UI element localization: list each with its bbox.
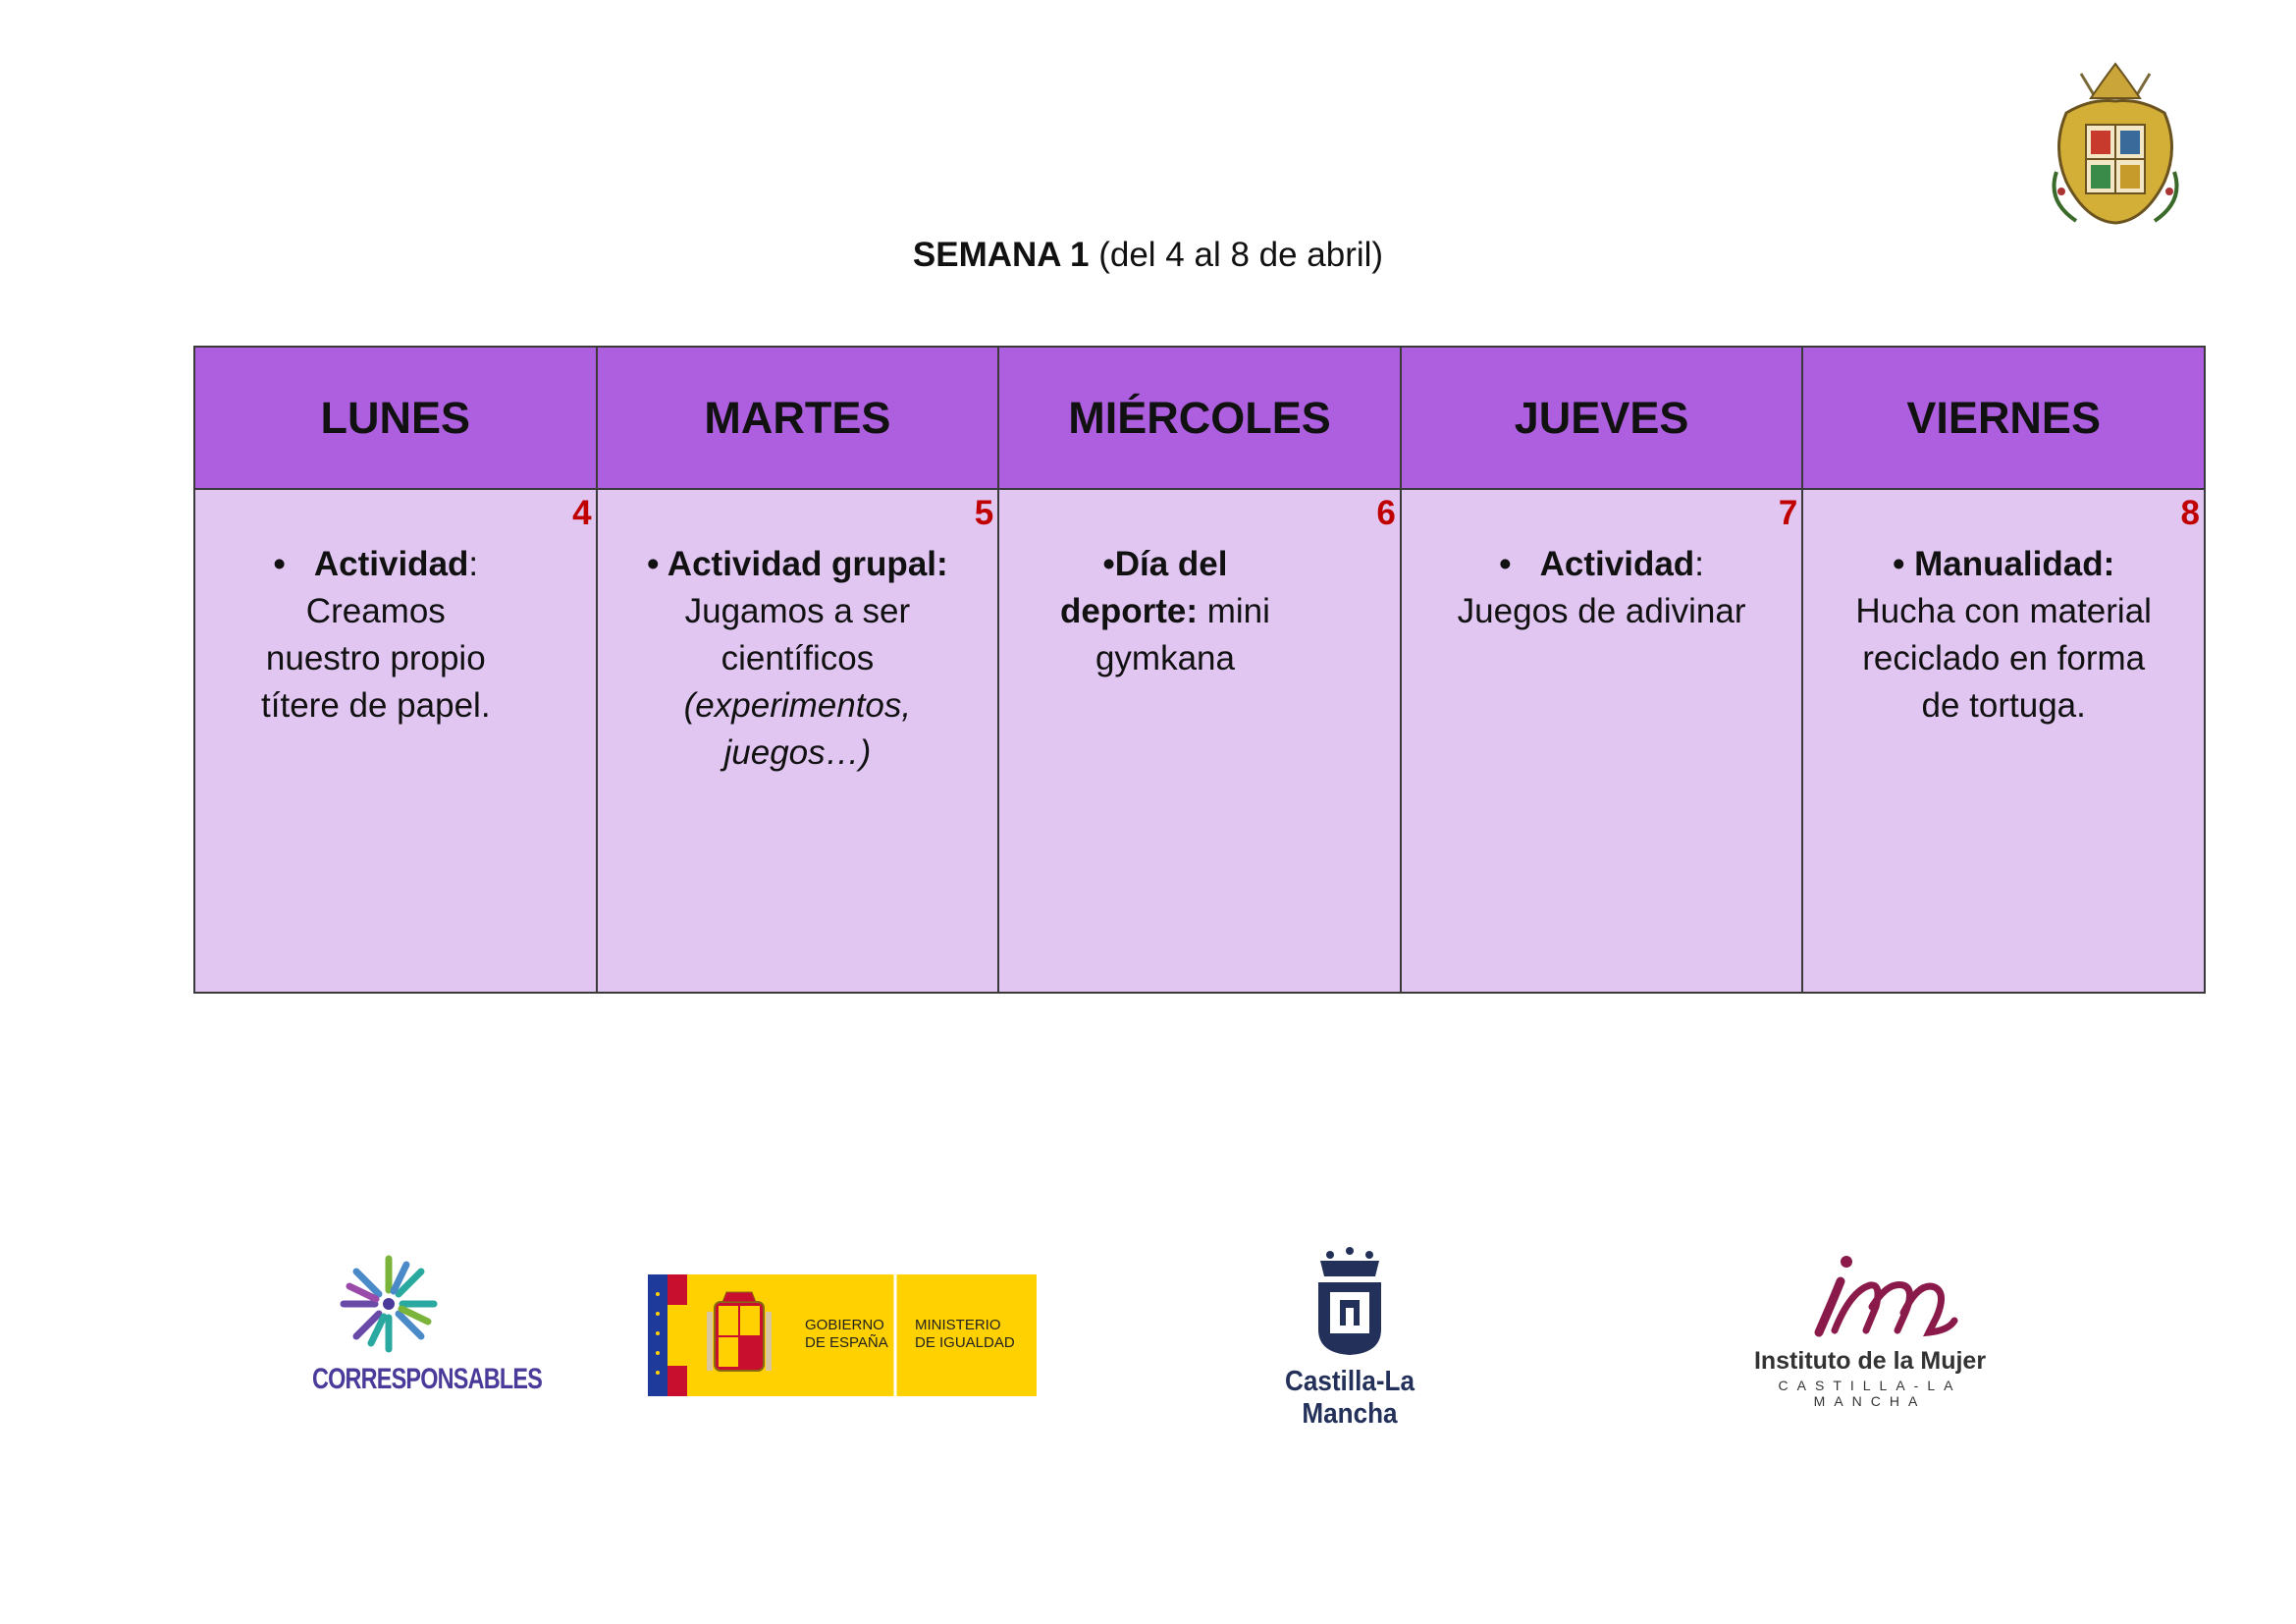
weekday-header-wednesday: MIÉRCOLES <box>998 347 1401 489</box>
bullet: • <box>1893 545 1915 583</box>
weekday-header-tuesday: MARTES <box>597 347 999 489</box>
castilla-la-mancha-wordmark: Castilla-La Mancha <box>1284 1366 1415 1430</box>
corresponsables-logo <box>291 1253 543 1400</box>
activity-description: • Actividad: Creamos nuestro propio títere de papel. <box>156 541 596 730</box>
day-number: 4 <box>572 494 592 532</box>
weekday-header-thursday: JUEVES <box>1401 347 1803 489</box>
activity-line-italic: juegos…) <box>723 733 872 772</box>
weekly-schedule-table <box>193 346 2206 994</box>
activity-label: Día del <box>1114 545 1228 583</box>
weekday-header-row <box>194 347 2205 489</box>
week-date-range: (del 4 al 8 de abril) <box>1089 236 1384 274</box>
activity-line: Creamos <box>305 592 446 630</box>
activity-line: científicos <box>721 639 875 677</box>
day-number: 5 <box>974 494 994 532</box>
ministerio-text-1: MINISTERIO <box>915 1317 1001 1333</box>
activity-description: •Día del deporte: mini gymkana <box>931 541 1400 682</box>
day-cell-monday <box>194 489 597 993</box>
bullet: • <box>647 545 667 583</box>
gobierno-text-1: GOBIERNO <box>805 1317 884 1333</box>
activity-line: gymkana <box>1095 639 1235 677</box>
activity-label: Actividad grupal: <box>667 545 948 583</box>
activity-row <box>194 489 2205 993</box>
day-cell-wednesday <box>998 489 1401 993</box>
gobierno-espana-ministerio-igualdad-logo <box>648 1274 1037 1396</box>
corresponsables-wordmark: CORRESPONSABLES <box>312 1363 543 1395</box>
activity-line: Hucha con material <box>1855 592 2152 630</box>
activity-line: nuestro propio <box>265 639 486 677</box>
activity-line: de tortuga. <box>1921 686 2086 725</box>
activity-line: Juegos de adivinar <box>1457 592 1746 630</box>
activity-description <box>1803 541 2204 730</box>
bullet: • <box>273 545 314 583</box>
instituto-mujer-region: CASTILLA-LA MANCHA <box>1778 1378 1962 1409</box>
instituto-mujer-m-icon <box>1782 1252 1958 1342</box>
day-cell-thursday <box>1401 489 1803 993</box>
week-label: SEMANA 1 <box>912 236 1090 274</box>
activity-line: reciclado en forma <box>1862 639 2146 677</box>
day-number: 6 <box>1376 494 1396 532</box>
gobierno-text-2: DE ESPAÑA <box>805 1334 888 1351</box>
day-number: 7 <box>1778 494 1798 532</box>
instituto-de-la-mujer-logo <box>1737 1252 2002 1409</box>
ministerio-text-2: DE IGUALDAD <box>915 1334 1015 1351</box>
activity-line: Jugamos a ser <box>684 592 911 630</box>
castilla-la-mancha-crown-shield-icon <box>1310 1247 1389 1357</box>
activity-line: títere de papel. <box>261 686 491 725</box>
weekday-header-friday: VIERNES <box>1802 347 2205 489</box>
activity-line-italic: (experimentos, <box>683 686 912 725</box>
weekday-header-monday: LUNES <box>194 347 597 489</box>
corresponsables-star-icon <box>335 1253 443 1356</box>
activity-label: deporte: <box>1060 592 1199 630</box>
activity-label: Actividad <box>1539 545 1695 583</box>
bullet: • <box>1499 545 1540 583</box>
activity-label: Actividad <box>313 545 469 583</box>
bullet: • <box>1102 545 1115 583</box>
castilla-la-mancha-logo <box>1232 1247 1468 1430</box>
activity-description: • Actividad: Juegos de adivinar <box>1402 541 1802 635</box>
page-title <box>0 236 2296 275</box>
instituto-mujer-wordmark: Instituto de la Mujer <box>1753 1347 1987 1375</box>
activity-label: Manualidad: <box>1914 545 2115 583</box>
municipal-coat-of-arms <box>2042 54 2189 236</box>
spain-government-banner <box>648 1274 1037 1396</box>
day-cell-friday <box>1802 489 2205 993</box>
day-number: 8 <box>2180 494 2200 532</box>
